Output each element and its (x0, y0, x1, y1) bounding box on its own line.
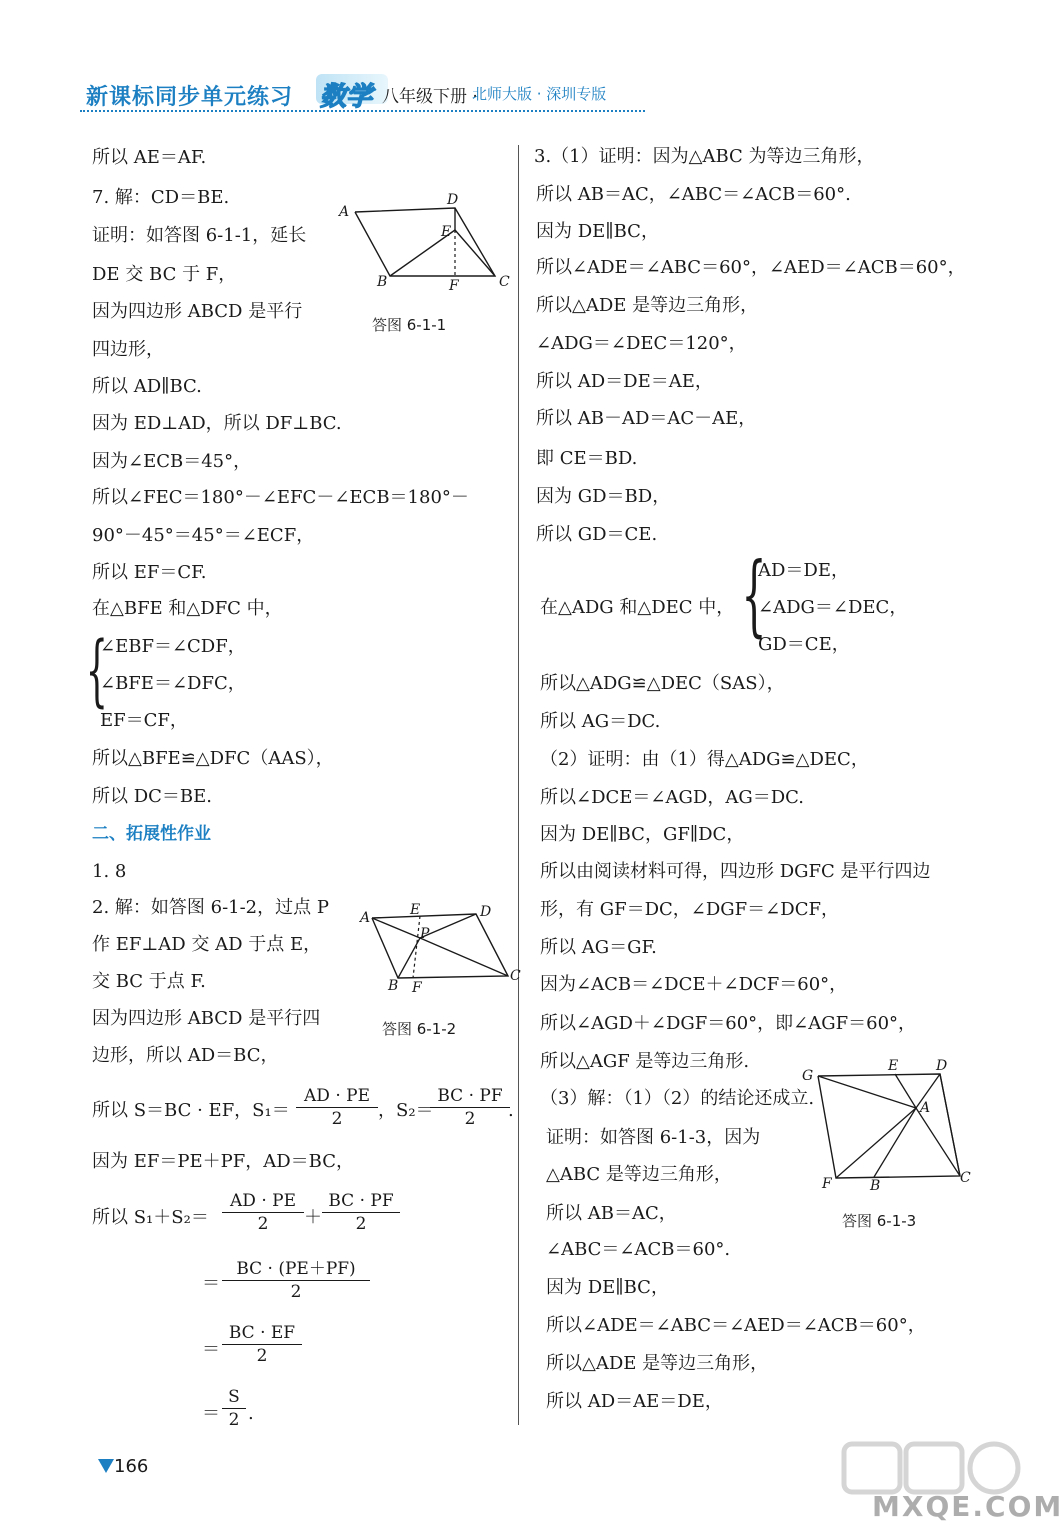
text-line: 在△ADG 和△DEC 中， (540, 597, 735, 618)
fraction-denominator: 2 (257, 1214, 269, 1234)
text-line: （3）解：（1）（2）的结论还成立. (540, 1088, 815, 1109)
svg-text:D: D (480, 904, 492, 920)
text-line: 所以 DC＝BE. (92, 786, 213, 807)
fraction-step-3 (222, 1386, 246, 1431)
svg-text:E: E (441, 224, 452, 240)
text-line: 所以 AB＝AC， (546, 1203, 677, 1224)
page-marker-icon (98, 1459, 114, 1473)
fraction-numerator: S (222, 1386, 246, 1409)
text-line: 证明：如答图 6-1-1，延长 (92, 225, 307, 246)
text-line: 因为 GD＝BD， (536, 486, 671, 507)
svg-text:C: C (510, 968, 521, 984)
text-line: 所以 AE＝AF. (92, 147, 207, 168)
text-line: 所以 EF＝CF. (92, 562, 207, 583)
text-line: AD＝DE， (758, 560, 850, 581)
text-line: ∠ADG＝∠DEC， (758, 597, 908, 618)
svg-text:C: C (499, 274, 510, 290)
fraction-numerator: BC · PF (430, 1085, 510, 1108)
svg-text:A: A (339, 204, 350, 220)
figure-caption: 答图 6-1-3 (842, 1212, 917, 1230)
text-line: 所以△ADE 是等边三角形， (546, 1353, 769, 1374)
text-line: . (508, 1100, 514, 1121)
fraction-denominator: 2 (355, 1214, 367, 1234)
text-line: 边形，所以 AD＝BC， (92, 1045, 279, 1066)
text-line: 7. 解：CD＝BE. (92, 187, 230, 208)
fraction-numerator: BC · EF (222, 1322, 302, 1345)
text-line: . (248, 1403, 254, 1424)
svg-text:G: G (802, 1068, 814, 1084)
text-line: 所以 AG＝GF. (540, 937, 657, 958)
text-line: 所以 AB－AD＝AC－AE， (536, 408, 757, 429)
text-line: 3.（1）证明：因为△ABC 为等边三角形， (534, 146, 875, 167)
text-line: 所以∠FEC＝180°－∠EFC－∠ECB＝180°－ (92, 487, 469, 508)
text-line: ＝ (202, 1339, 220, 1360)
svg-text:F: F (412, 980, 422, 996)
text-line: 所以由阅读材料可得，四边形 DGFC 是平行四边 (540, 861, 931, 882)
text-line: ∠ADG＝∠DEC＝120°， (536, 333, 747, 354)
svg-text:D: D (447, 192, 459, 208)
text-line: （2）证明：由（1）得△ADG≌△DEC， (540, 749, 869, 770)
fraction-denominator: 2 (290, 1282, 302, 1302)
system-brace: { (85, 626, 108, 716)
svg-text:F: F (449, 278, 459, 294)
fraction-numerator: AD · PE (222, 1190, 304, 1213)
text-line: ＝ (202, 1273, 220, 1294)
figure-caption: 答图 6-1-1 (372, 316, 447, 334)
text-line: 因为∠ACB＝∠DCE＋∠DCF＝60°， (540, 974, 848, 995)
figure-caption: 答图 6-1-2 (382, 1020, 457, 1038)
text-line: 证明：如答图 6-1-3，因为 (546, 1127, 761, 1148)
text-line: 所以∠ADE＝∠ABC＝60°，∠AED＝∠ACB＝60°， (536, 257, 966, 278)
svg-text:A: A (920, 1100, 931, 1116)
fraction-denominator: 2 (331, 1109, 343, 1129)
fraction-denominator: 2 (228, 1410, 240, 1430)
series-title: 新课标同步单元练习 (86, 85, 294, 110)
svg-text:D: D (936, 1058, 948, 1074)
text-line: ，S₂＝ (378, 1100, 434, 1121)
subject-label: 数学 (320, 82, 373, 112)
page-header (80, 76, 650, 116)
text-line: 因为 EF＝PE＋PF，AD＝BC， (92, 1151, 354, 1172)
text-line: 所以 AG＝DC. (540, 711, 661, 732)
text-line: 所以△ADE 是等边三角形， (536, 295, 759, 316)
text-line: 所以 S₁＋S₂＝ (92, 1207, 209, 1228)
text-line: EF＝CF， (100, 710, 188, 731)
svg-text:F: F (822, 1176, 832, 1192)
text-line: 因为∠ECB＝45°， (92, 451, 252, 472)
text-line: DE 交 BC 于 F， (92, 264, 237, 285)
svg-text:P: P (420, 926, 430, 942)
svg-text:E: E (888, 1058, 899, 1074)
svg-text:C: C (960, 1170, 971, 1186)
text-line: 因为四边形 ABCD 是平行四 (92, 1008, 321, 1029)
edition-label: 北师大版 · 深圳专版 (472, 85, 607, 103)
text-line: 因为 ED⊥AD，所以 DF⊥BC. (92, 413, 342, 434)
text-line: 1. 8 (92, 861, 127, 882)
header-divider (80, 110, 645, 112)
fraction-numerator: BC · (PE＋PF) (222, 1258, 370, 1281)
fraction-sum-1 (222, 1190, 304, 1235)
fraction-s1 (296, 1085, 378, 1130)
text-line: 所以 AD∥BC. (92, 376, 202, 397)
text-line: 所以△AGF 是等边三角形. (540, 1051, 750, 1072)
fraction-denominator: 2 (256, 1346, 268, 1366)
figure-6-1-2 (358, 900, 521, 996)
section-heading: 二、拓展性作业 (92, 824, 211, 844)
text-line: 2. 解：如答图 6-1-2，过点 P (92, 897, 329, 918)
figure-6-1-1 (335, 190, 515, 300)
watermark-text: MXQE.COM (872, 1490, 1063, 1523)
text-line: ∠BFE＝∠DFC， (100, 673, 246, 694)
svg-text:B: B (377, 274, 388, 290)
fraction-numerator: BC · PF (322, 1190, 400, 1213)
page-number: 166 (114, 1456, 149, 1477)
svg-text:B: B (388, 978, 399, 994)
text-line: 所以△ADG≌△DEC（SAS）， (540, 673, 785, 694)
svg-text:B: B (870, 1178, 881, 1194)
column-divider (518, 145, 519, 1425)
text-line: 所以 AD＝AE＝DE， (546, 1391, 723, 1412)
text-line: 形，有 GF＝DC，∠DGF＝∠DCF， (540, 899, 839, 920)
fraction-denominator: 2 (464, 1109, 476, 1129)
text-line: 所以 AD＝DE＝AE， (536, 371, 713, 392)
text-line: 所以∠ADE＝∠ABC＝∠AED＝∠ACB＝60°， (546, 1315, 926, 1336)
text-line: GD＝CE， (758, 634, 850, 655)
figure-6-1-3 (800, 1058, 980, 1198)
text-line: 因为四边形 ABCD 是平行 (92, 301, 303, 322)
text-line: 90°－45°＝45°＝∠ECF， (92, 525, 315, 546)
text-line: 所以∠AGD＋∠DGF＝60°，即∠AGF＝60°， (540, 1013, 917, 1034)
text-line: 所以 AB＝AC，∠ABC＝∠ACB＝60°. (536, 184, 851, 205)
text-line: 即 CE＝BD. (536, 448, 638, 469)
text-line: 作 EF⊥AD 交 AD 于点 E， (92, 934, 322, 955)
text-line: ∠EBF＝∠CDF， (100, 636, 246, 657)
fraction-s2 (430, 1085, 510, 1130)
svg-text:E: E (410, 902, 421, 918)
text-line: 交 BC 于点 F. (92, 971, 206, 992)
text-line: ∠ABC＝∠ACB＝60°. (546, 1239, 731, 1260)
fraction-step-1 (222, 1258, 370, 1303)
text-line: 因为 DE∥BC，GF∥DC， (540, 824, 745, 845)
fraction-step-2 (222, 1322, 302, 1367)
grade-label: 八年级下册 · (382, 87, 478, 107)
text-line: 所以 GD＝CE. (536, 524, 658, 545)
fraction-numerator: AD · PE (296, 1085, 378, 1108)
text-line: 在△BFE 和△DFC 中， (92, 598, 283, 619)
system-brace: { (741, 543, 767, 646)
text-line: △ABC 是等边三角形， (546, 1164, 732, 1185)
fraction-sum-2 (322, 1190, 400, 1235)
text-line: ＋ (304, 1207, 322, 1228)
text-line: 所以△BFE≌△DFC（AAS）， (92, 748, 334, 769)
text-line: 所以∠DCE＝∠AGD，AG＝DC. (540, 787, 804, 808)
text-line: 因为 DE∥BC， (536, 221, 659, 242)
text-line: 四边形， (92, 339, 164, 360)
text-line: 所以 S＝BC · EF，S₁＝ (92, 1100, 290, 1121)
svg-text:A: A (360, 910, 371, 926)
text-line: ＝ (202, 1403, 220, 1424)
text-line: 因为 DE∥BC， (546, 1277, 669, 1298)
